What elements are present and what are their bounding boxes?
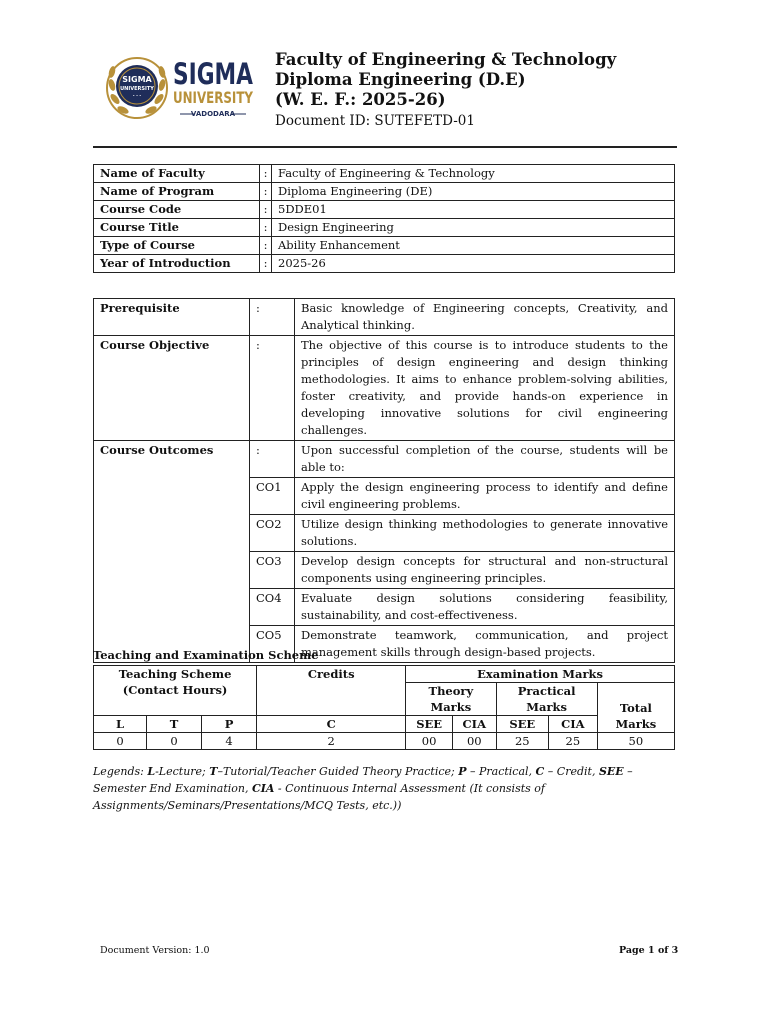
legend-text: – Practical, <box>466 765 536 778</box>
prerequisite-row <box>94 299 675 336</box>
practical-marks-header: Practical Marks <box>496 683 597 716</box>
value-practical-cia: 25 <box>549 733 598 750</box>
university-logo <box>106 55 256 121</box>
scheme-values-row <box>94 733 675 750</box>
legend-text: -Lecture; <box>155 765 210 778</box>
wef-year: (W. E. F.: 2025-26) <box>275 90 446 109</box>
value-L: 0 <box>94 733 147 750</box>
course-info-value: Diploma Engineering (DE) <box>272 183 675 201</box>
course-info-value: Faculty of Engineering & Technology <box>272 165 675 183</box>
course-info-key: Name of Faculty <box>94 165 260 183</box>
value-total: 50 <box>597 733 674 750</box>
course-info-value: Ability Enhancement <box>272 237 675 255</box>
value-theory-cia: 00 <box>453 733 496 750</box>
objective-row <box>94 336 675 441</box>
separator: : <box>260 255 272 273</box>
course-info-key: Course Title <box>94 219 260 237</box>
course-details-table <box>93 298 675 663</box>
legend-key: C <box>535 765 545 778</box>
separator: : <box>260 237 272 255</box>
separator: : <box>250 299 295 336</box>
legend-key: P <box>458 765 467 778</box>
col-theory-cia: CIA <box>453 716 496 733</box>
svg-text:• • •: • • • <box>132 94 142 98</box>
course-info-key: Type of Course <box>94 237 260 255</box>
credits-header: Credits <box>257 666 406 716</box>
logo-name-top: SIGMA <box>173 57 254 91</box>
outcome-code: CO5 <box>250 626 295 663</box>
separator: : <box>250 336 295 441</box>
separator: : <box>260 183 272 201</box>
course-info-table <box>93 164 675 273</box>
value-P: 4 <box>202 733 257 750</box>
separator: : <box>260 219 272 237</box>
course-info-key: Year of Introduction <box>94 255 260 273</box>
outcomes-row <box>94 441 675 478</box>
course-info-key: Name of Program <box>94 183 260 201</box>
col-P: P <box>202 716 257 733</box>
legend-key: SEE <box>598 765 624 778</box>
course-info-value: 5DDE01 <box>272 201 675 219</box>
document-version: Document Version: 1.0 <box>100 945 210 956</box>
prerequisite-value: Basic knowledge of Engineering concepts, Creativity, and Analytical thinking. <box>295 299 675 336</box>
separator: : <box>250 441 295 478</box>
course-info-row <box>94 183 675 201</box>
exam-marks-header: Examination Marks <box>406 666 675 683</box>
program-title: Diploma Engineering (D.E) <box>275 70 526 89</box>
document-id: Document ID: SUTEFETD-01 <box>275 113 475 129</box>
separator: : <box>260 201 272 219</box>
course-info-row <box>94 255 675 273</box>
course-info-value: 2025-26 <box>272 255 675 273</box>
svg-text:UNIVERSITY: UNIVERSITY <box>120 86 154 92</box>
objective-label: Course Objective <box>94 336 250 441</box>
scheme-columns-row <box>94 716 675 733</box>
theory-marks-header: Theory Marks <box>406 683 496 716</box>
course-info-row <box>94 201 675 219</box>
logo-name-bottom: UNIVERSITY <box>173 88 254 107</box>
legend-key: T <box>209 765 218 778</box>
page-number: Page 1 of 3 <box>619 945 679 956</box>
header-divider <box>93 146 677 148</box>
legend-text: –Tutorial/Teacher Guided Theory Practice; <box>217 765 459 778</box>
prerequisite-label: Prerequisite <box>94 299 250 336</box>
outcome-text: Demonstrate teamwork, communication, and project management skills through design-based projects. <box>295 626 675 663</box>
value-practical-see: 25 <box>496 733 549 750</box>
sigma-seal-icon <box>106 55 256 121</box>
value-theory-see: 00 <box>406 733 453 750</box>
outcomes-intro: Upon successful completion of the course, students will be able to: <box>295 441 675 478</box>
col-L: L <box>94 716 147 733</box>
value-T: 0 <box>147 733 202 750</box>
outcome-code: CO2 <box>250 515 295 552</box>
course-info-row <box>94 165 675 183</box>
outcome-code: CO4 <box>250 589 295 626</box>
objective-value: The objective of this course is to introduce students to the principles of design engineering and design thinking methodologies. It aims to enhance problem-solving abilities, foster creativity, and provide hands-on experience in developing innovative solutions for civil engineering challenges. <box>295 336 675 441</box>
col-T: T <box>147 716 202 733</box>
logo-city: VADODARA <box>190 110 236 118</box>
separator: : <box>260 165 272 183</box>
outcome-code: CO3 <box>250 552 295 589</box>
outcome-text: Evaluate design solutions considering feasibility, sustainability, and cost-effectiveness. <box>295 589 675 626</box>
legend-text: – Semester End Examination, <box>93 765 633 795</box>
outcomes-label: Course Outcomes <box>94 441 250 663</box>
legend-text: - Continuous Internal Assessment (It consists of Assignments/Seminars/Presentations/MCQ Tests, etc.)) <box>93 782 545 812</box>
total-marks-header: Total Marks <box>597 683 674 733</box>
outcome-text: Develop design concepts for structural and non-structural components using engineering principles. <box>295 552 675 589</box>
legend <box>93 763 678 814</box>
teaching-exam-scheme-table <box>93 665 675 750</box>
legend-prefix: Legends: <box>93 765 148 778</box>
col-practical-cia: CIA <box>549 716 598 733</box>
col-theory-see: SEE <box>406 716 453 733</box>
course-info-row <box>94 219 675 237</box>
svg-text:SIGMA: SIGMA <box>122 75 152 84</box>
scheme-header-row <box>94 666 675 683</box>
teaching-scheme-header: Teaching Scheme (Contact Hours) <box>94 666 257 716</box>
value-C: 2 <box>257 733 406 750</box>
outcome-text: Apply the design engineering process to identify and define civil engineering problems. <box>295 478 675 515</box>
legend-key: L <box>147 765 156 778</box>
legend-key: CIA <box>252 782 275 795</box>
legend-text: – Credit, <box>544 765 599 778</box>
col-C: C <box>257 716 406 733</box>
outcome-code: CO1 <box>250 478 295 515</box>
scheme-title: Teaching and Examination Scheme <box>93 648 319 662</box>
faculty-title: Faculty of Engineering & Technology <box>275 50 617 69</box>
document-header <box>275 50 616 131</box>
outcome-text: Utilize design thinking methodologies to generate innovative solutions. <box>295 515 675 552</box>
course-info-key: Course Code <box>94 201 260 219</box>
col-practical-see: SEE <box>496 716 549 733</box>
course-info-value: Design Engineering <box>272 219 675 237</box>
course-info-row <box>94 237 675 255</box>
